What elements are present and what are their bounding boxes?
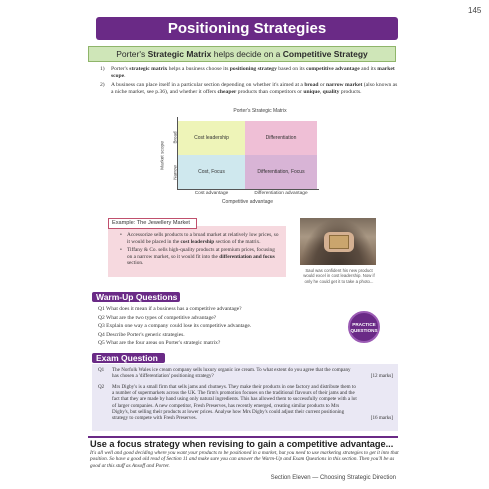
bold-term: positioning strategy [229, 66, 277, 72]
text-run: and its [359, 66, 378, 72]
tip-body: It's all well and good deciding where you want your products to be positioned in a market, but you need to use marketing strategies to get it into that position. So have a good old read of Section 11 and make sure you can answer the Warm-Up and Exam Questions in this section. Then you'll be as good at this stuff as Ansoff and Porter. [90, 450, 399, 469]
text-run: , [319, 89, 323, 95]
badge-text: QUESTIONS [350, 327, 378, 333]
text-run: A business can place itself in a particular section depending on whether it's aimed at a [111, 82, 305, 88]
question-text: The Norfolk Wales ice cream company sells luxury organic ice cream. To what extent do you agree that the company has chosen a 'differentiation' positioning strategy? [112, 367, 351, 380]
matrix-cell-cost-focus: Cost, Focus [178, 155, 245, 189]
bullet-icon: • [120, 247, 122, 254]
bullet-icon: • [120, 232, 122, 238]
text-run: Tiffany & Co. sells high-quality products at premium prices, focusing on a narrow market, so it would fit into the [127, 247, 275, 260]
section-subtitle [88, 46, 396, 62]
bold-term: broad [304, 82, 319, 88]
list-item: Q4 Describe Porter's generic strategies. [98, 331, 185, 338]
text-run: based on its [276, 66, 307, 72]
warm-up-header: Warm-Up Questions [92, 292, 180, 302]
page-title: Positioning Strategies [96, 17, 398, 40]
bold-term: strategic matrix [129, 66, 168, 72]
bold-term: differentiation and focus [219, 253, 275, 260]
matrix-x-differentiation: Differentiation advantage [254, 191, 308, 196]
exam-question [98, 367, 393, 379]
bold-term: cost leadership [180, 238, 215, 245]
example-bullets [120, 232, 280, 269]
photo-caption: Saul was confident his new product would excel in cost leadership. Now if only he could get it to take a photo... [303, 268, 375, 284]
text-run: Porter's [111, 66, 130, 72]
text-run: helps a business choose its [167, 66, 230, 72]
list-item: Q3 Explain one way a company could lose its competitive advantage. [98, 323, 252, 330]
matrix-y-broad: Broad [172, 131, 178, 144]
list-item [120, 247, 280, 267]
photo-box [329, 235, 349, 249]
bold-term: unique [303, 89, 320, 95]
matrix-x-cost: Cost advantage [194, 191, 229, 196]
page-number: 145 [468, 6, 482, 15]
text-run: products than competitors or [236, 89, 304, 95]
text-run: section. [127, 260, 144, 267]
bold-term: narrow market [325, 82, 363, 88]
question-marks: [16 marks] [370, 415, 393, 422]
list-item: Q5 What are the four areas on Porter's strategic matrix? [98, 340, 221, 347]
bullet-text [127, 232, 279, 245]
point-text [111, 66, 395, 79]
text-run: or [318, 82, 326, 88]
bold-term: cheaper [217, 89, 237, 95]
subtitle-bold: Strategic Matrix [147, 49, 212, 59]
point-number: 2) [100, 82, 105, 88]
point-item [100, 66, 400, 80]
question-text: Mrs Digby's is a small firm that sells jams and chutneys. They make their products in one factory and distribute them to a number of supermarkets across the UK. The firm's promotion focuses on the traditional flavours of their jams and the fact that they are made by hand using only natural ingredients. This has allowed them to successfully compete with a lot of larger companies. A new competitor, Fresh Preserves, has recently emerged, creating similar products to Mrs Digby's, but selling their products at lower prices. Analyse how Mrs Digby's could adjust their current positioning strategy to compete with Fresh Preserves. [112, 384, 357, 422]
text-run: (also known as a niche market, see p.36), and whether it offers [111, 82, 398, 95]
point-number: 1) [100, 66, 105, 72]
bold-term: competitive advantage [306, 66, 360, 72]
point-item [100, 82, 400, 96]
bullet-text [127, 247, 275, 266]
numbered-points [100, 66, 400, 98]
page-footer: Section Eleven — Choosing Strategic Direction [270, 475, 396, 481]
subtitle-text: Porter's [116, 49, 148, 59]
product-photo [300, 218, 376, 265]
text-run: products. [339, 89, 362, 95]
question-number: Q2 [98, 384, 105, 390]
point-text [111, 82, 397, 95]
matrix-y-narrow: Narrow [172, 165, 178, 180]
subtitle-text: helps decide on a [211, 49, 283, 59]
matrix-y-label: Market scope [160, 141, 166, 170]
bold-term: quality [322, 89, 340, 95]
matrix-cell-differentiation: Differentiation [245, 121, 317, 155]
bold-term: market scope [111, 66, 395, 79]
text-run: section of the matrix. [214, 238, 261, 245]
exam-question [98, 384, 393, 421]
list-item: Q2 What are the two types of competitive advantage? [98, 314, 217, 321]
example-label: Example: The Jewellery Market [108, 218, 197, 229]
list-item: Q1 What does it mean if a business has a competitive advantage? [98, 306, 242, 312]
matrix-cell-cost-leadership: Cost leadership [178, 121, 245, 155]
matrix-cell-differentiation-focus: Differentiation, Focus [245, 155, 317, 189]
matrix-x-axis [177, 189, 319, 190]
badge-text: PRACTICE [352, 322, 376, 327]
exam-header: Exam Question [92, 353, 165, 363]
warm-up-questions [98, 305, 348, 348]
matrix-x-label: Competitive advantage [221, 199, 274, 205]
question-marks: [12 marks] [370, 373, 393, 380]
text-run: . [124, 73, 126, 79]
practice-questions-badge [348, 311, 380, 343]
list-item [120, 232, 280, 245]
matrix-title: Porter's Strategic Matrix [233, 108, 287, 114]
question-number: Q1 [98, 367, 105, 373]
tip-title: Use a focus strategy when revising to gain a competitive advantage... [90, 439, 394, 449]
subtitle-bold: Competitive Strategy [282, 49, 368, 59]
text-run: Accessorize sells products to a broad market at relatively low prices, so it would be placed in the [127, 232, 279, 245]
